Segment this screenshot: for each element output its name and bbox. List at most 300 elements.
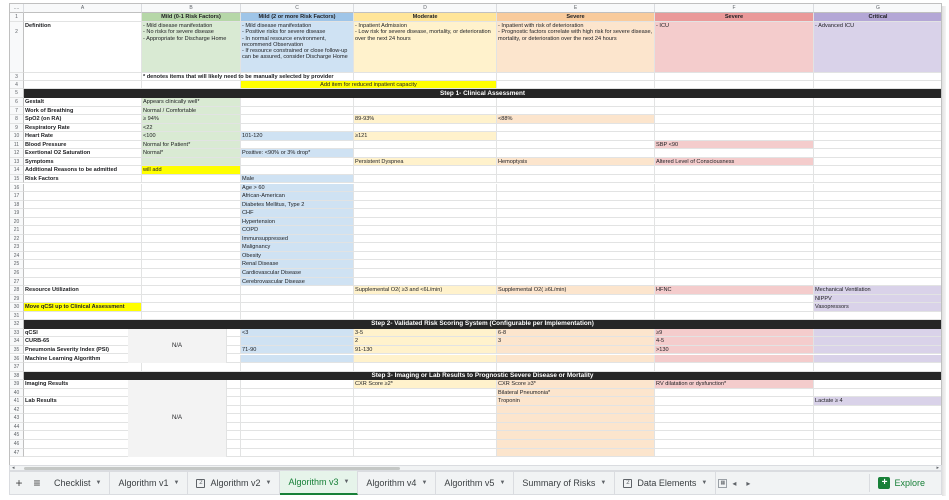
cell[interactable] xyxy=(814,278,942,287)
cell[interactable] xyxy=(814,260,942,269)
row-header[interactable]: 41 xyxy=(10,397,24,406)
score-label[interactable]: Pneumonia Severity Index (PSI) xyxy=(24,346,142,355)
row-header[interactable]: 22 xyxy=(10,235,24,244)
cell[interactable] xyxy=(814,243,942,252)
note-reduced-capacity[interactable]: Add item for reduced inpatient capacity xyxy=(241,81,497,89)
resource-label[interactable]: Resource Utilization xyxy=(24,286,142,295)
column-header-b[interactable]: B xyxy=(142,4,241,13)
step2-banner[interactable]: Step 2- Validated Risk Scoring System (Configurable per Implementation) xyxy=(24,320,941,329)
cell[interactable] xyxy=(24,423,142,432)
cell[interactable] xyxy=(241,286,354,295)
row-header[interactable]: 35 xyxy=(10,346,24,355)
tab-algorithm-v1[interactable] xyxy=(110,471,188,495)
cell[interactable] xyxy=(241,98,354,107)
cell[interactable] xyxy=(655,235,814,244)
resource-f[interactable]: HFNC xyxy=(655,286,814,295)
cell[interactable] xyxy=(497,252,655,261)
score-value-d[interactable]: 91-130 xyxy=(354,346,497,355)
row-header[interactable]: 26 xyxy=(10,269,24,278)
cell[interactable] xyxy=(497,295,655,304)
row-header[interactable]: 7 xyxy=(10,107,24,116)
column-header-a[interactable]: A xyxy=(24,4,142,13)
cell[interactable] xyxy=(814,346,942,355)
row-header[interactable]: 28 xyxy=(10,286,24,295)
cell[interactable] xyxy=(241,431,354,440)
cell[interactable] xyxy=(655,389,814,398)
explore-button[interactable] xyxy=(869,474,933,492)
scroll-right-icon[interactable]: ▸ xyxy=(936,465,939,471)
cell[interactable] xyxy=(814,423,942,432)
cell[interactable] xyxy=(24,295,142,304)
cell[interactable] xyxy=(655,303,814,312)
cell[interactable] xyxy=(655,107,814,116)
lab-g[interactable]: Lactate ≥ 4 xyxy=(814,397,942,406)
cell[interactable] xyxy=(814,440,942,449)
cell[interactable] xyxy=(142,252,241,261)
add-sheet-icon[interactable]: + xyxy=(15,476,23,490)
cell[interactable] xyxy=(354,243,497,252)
tab-scroll-left-icon[interactable]: ◂ xyxy=(732,478,737,488)
cell[interactable] xyxy=(354,397,497,406)
score-value-c[interactable]: <3 xyxy=(241,329,354,338)
resource-e[interactable]: Supplemental O2( ≥6L/min) xyxy=(497,286,655,295)
cell[interactable] xyxy=(814,218,942,227)
cell[interactable] xyxy=(354,295,497,304)
cell[interactable] xyxy=(241,414,354,423)
cell[interactable] xyxy=(354,141,497,150)
cell[interactable] xyxy=(655,209,814,218)
score-value-c[interactable] xyxy=(241,337,354,346)
imaging-e2[interactable]: Bilateral Pneumonia* xyxy=(497,389,655,398)
risk-factors-label[interactable]: Risk Factors xyxy=(24,175,142,184)
criteria-label[interactable]: Exertional O2 Saturation xyxy=(24,149,142,158)
scrollbar-thumb[interactable] xyxy=(24,467,400,470)
cell[interactable] xyxy=(142,235,241,244)
note-manual-selection[interactable]: * denotes items that will likely need to be manually selected by provider xyxy=(142,73,497,81)
cell[interactable] xyxy=(142,278,241,287)
chevron-down-icon[interactable]: ▼ xyxy=(421,480,428,486)
risk-factor-item[interactable]: African-American xyxy=(241,192,354,201)
cell[interactable] xyxy=(655,226,814,235)
cell[interactable] xyxy=(241,115,354,124)
tab-algorithm-v2[interactable] xyxy=(188,471,280,495)
cell[interactable] xyxy=(354,414,497,423)
cell[interactable] xyxy=(497,184,655,193)
cell[interactable] xyxy=(241,440,354,449)
cell[interactable] xyxy=(497,218,655,227)
cell[interactable] xyxy=(814,406,942,415)
cell[interactable] xyxy=(655,132,814,141)
cell[interactable] xyxy=(497,243,655,252)
tab-algorithm-v5[interactable] xyxy=(436,471,514,495)
cell[interactable] xyxy=(24,389,142,398)
cell[interactable] xyxy=(655,201,814,210)
criteria-label[interactable]: Symptoms xyxy=(24,158,142,167)
step3-na[interactable]: N/A xyxy=(128,380,227,457)
cell[interactable] xyxy=(241,389,354,398)
cell[interactable] xyxy=(655,252,814,261)
score-value-e[interactable] xyxy=(497,355,655,364)
cell[interactable] xyxy=(814,166,942,175)
cell[interactable] xyxy=(655,431,814,440)
cell[interactable] xyxy=(655,414,814,423)
cell[interactable] xyxy=(497,107,655,116)
cell[interactable] xyxy=(24,414,142,423)
cell[interactable] xyxy=(655,363,814,372)
row-header[interactable]: 13 xyxy=(10,158,24,167)
cell[interactable] xyxy=(497,449,655,458)
criteria-value-e[interactable]: <88% xyxy=(497,115,655,124)
row-header[interactable]: 39 xyxy=(10,380,24,389)
cell[interactable] xyxy=(241,312,354,321)
cell[interactable] xyxy=(241,141,354,150)
row-header[interactable]: 43 xyxy=(10,414,24,423)
cell[interactable] xyxy=(497,278,655,287)
imaging-e1[interactable]: CXR Score ≥3* xyxy=(497,380,655,389)
cell[interactable] xyxy=(241,124,354,133)
cell[interactable] xyxy=(814,209,942,218)
cell[interactable] xyxy=(24,184,142,193)
cell[interactable] xyxy=(497,303,655,312)
cell[interactable] xyxy=(24,252,142,261)
row-header[interactable]: 31 xyxy=(10,312,24,321)
cell[interactable] xyxy=(655,312,814,321)
cell[interactable] xyxy=(142,295,241,304)
imaging-f[interactable]: RV dilatation or dysfunction* xyxy=(655,380,814,389)
cell[interactable] xyxy=(814,414,942,423)
row-header[interactable]: 32 xyxy=(10,320,24,329)
cell[interactable] xyxy=(354,303,497,312)
criteria-value-c[interactable]: Positive: <90% or 3% drop* xyxy=(241,149,354,158)
cell[interactable] xyxy=(142,286,241,295)
cell[interactable] xyxy=(655,175,814,184)
cell[interactable] xyxy=(655,440,814,449)
criteria-label[interactable]: Respiratory Rate xyxy=(24,124,142,133)
cell[interactable] xyxy=(497,192,655,201)
cell[interactable] xyxy=(497,73,655,81)
cell[interactable] xyxy=(354,260,497,269)
cell[interactable] xyxy=(814,149,942,158)
tab-algorithm-v3[interactable] xyxy=(280,471,358,495)
resource-g1[interactable]: Mechanical Ventilation xyxy=(814,286,942,295)
cell[interactable] xyxy=(24,278,142,287)
cell[interactable] xyxy=(142,303,241,312)
cell[interactable] xyxy=(814,337,942,346)
risk-factor-item[interactable]: Immunsuppressed xyxy=(241,235,354,244)
cell[interactable] xyxy=(24,201,142,210)
cell[interactable] xyxy=(354,149,497,158)
cell[interactable] xyxy=(497,166,655,175)
cell[interactable] xyxy=(24,209,142,218)
row-header[interactable]: 33 xyxy=(10,329,24,338)
row-header[interactable]: 21 xyxy=(10,226,24,235)
cell[interactable] xyxy=(354,124,497,133)
cell[interactable] xyxy=(24,235,142,244)
score-value-f[interactable]: >130 xyxy=(655,346,814,355)
cell[interactable] xyxy=(655,166,814,175)
criteria-value-b[interactable]: Normal / Comfortable xyxy=(142,107,241,116)
resource-d[interactable]: Supplemental O2( ≥3 and <6L/min) xyxy=(354,286,497,295)
column-header-g[interactable]: G xyxy=(814,4,942,13)
row-header[interactable]: 3 xyxy=(10,73,24,81)
cell[interactable] xyxy=(497,431,655,440)
lab-label[interactable]: Lab Results xyxy=(24,397,142,406)
cell[interactable] xyxy=(24,312,142,321)
cell[interactable] xyxy=(142,312,241,321)
cell[interactable] xyxy=(354,209,497,218)
cell[interactable] xyxy=(354,269,497,278)
cell[interactable] xyxy=(354,406,497,415)
score-value-d[interactable]: 3-5 xyxy=(354,329,497,338)
cell[interactable] xyxy=(497,98,655,107)
cell[interactable] xyxy=(354,278,497,287)
cell[interactable] xyxy=(142,226,241,235)
criteria-label[interactable]: Additional Reasons to be admitted xyxy=(24,166,142,175)
cell[interactable] xyxy=(655,192,814,201)
criteria-value-d[interactable]: ≥121 xyxy=(354,132,497,141)
cell[interactable] xyxy=(814,192,942,201)
cell[interactable] xyxy=(497,406,655,415)
cell[interactable] xyxy=(241,363,354,372)
header-c[interactable]: Mild (2 or more Risk Factors) xyxy=(241,13,354,22)
row-header[interactable]: 1 xyxy=(10,13,24,22)
cell[interactable] xyxy=(655,449,814,458)
cell[interactable] xyxy=(497,132,655,141)
row-header[interactable]: 18 xyxy=(10,201,24,210)
criteria-label[interactable]: Work of Breathing xyxy=(24,107,142,116)
cell[interactable] xyxy=(497,226,655,235)
cell[interactable] xyxy=(142,175,241,184)
lab-item[interactable]: Troponin xyxy=(497,397,655,406)
row-header[interactable]: 38 xyxy=(10,372,24,381)
score-value-c[interactable] xyxy=(241,355,354,364)
cell[interactable] xyxy=(241,380,354,389)
cell[interactable] xyxy=(354,175,497,184)
cell[interactable] xyxy=(241,303,354,312)
risk-factor-item[interactable]: COPD xyxy=(241,226,354,235)
scroll-left-icon[interactable]: ◂ xyxy=(12,465,15,471)
cell[interactable] xyxy=(354,226,497,235)
header-d[interactable]: Moderate xyxy=(354,13,497,22)
column-header-d[interactable]: D xyxy=(354,4,497,13)
row-header[interactable]: 25 xyxy=(10,260,24,269)
cell[interactable] xyxy=(814,184,942,193)
row-header[interactable]: 27 xyxy=(10,278,24,287)
cell[interactable] xyxy=(814,269,942,278)
cell[interactable] xyxy=(497,269,655,278)
definition-label[interactable]: Definition xyxy=(24,22,142,73)
row-header[interactable]: 40 xyxy=(10,389,24,398)
step3-banner[interactable]: Step 3- Imaging or Lab Results to Prognostic Severe Disease or Mortality xyxy=(24,372,941,381)
cell[interactable] xyxy=(655,81,814,89)
risk-factor-item[interactable]: Cerebrovascular Disease xyxy=(241,278,354,287)
row-header[interactable]: 23 xyxy=(10,243,24,252)
header-f[interactable]: Severe xyxy=(655,13,814,22)
cell[interactable] xyxy=(814,175,942,184)
header-b[interactable]: Mild (0-1 Risk Factors) xyxy=(142,13,241,22)
cell[interactable] xyxy=(814,431,942,440)
cell[interactable] xyxy=(354,431,497,440)
row-header[interactable]: 29 xyxy=(10,295,24,304)
cell[interactable] xyxy=(497,209,655,218)
cell[interactable] xyxy=(142,209,241,218)
cell[interactable] xyxy=(497,440,655,449)
chevron-down-icon[interactable]: ▼ xyxy=(343,479,350,485)
risk-factor-item[interactable]: Diabetes Mellitus, Type 2 xyxy=(241,201,354,210)
risk-factor-item[interactable]: Age > 60 xyxy=(241,184,354,193)
cell[interactable] xyxy=(497,201,655,210)
cell[interactable] xyxy=(24,269,142,278)
criteria-value-e[interactable]: Hemoptysis xyxy=(497,158,655,167)
criteria-value-b[interactable]: Appears clinically well* xyxy=(142,98,241,107)
cell[interactable] xyxy=(655,124,814,133)
tab-more-icon[interactable]: ▦ xyxy=(718,479,727,488)
cell[interactable] xyxy=(24,243,142,252)
cell[interactable] xyxy=(24,13,142,22)
row-header[interactable]: 16 xyxy=(10,184,24,193)
resource-g2[interactable]: NIPPV xyxy=(814,295,942,304)
column-header-e[interactable]: E xyxy=(497,4,655,13)
row-header[interactable]: 14 xyxy=(10,166,24,175)
score-label[interactable]: CURB-65 xyxy=(24,337,142,346)
risk-factor-item[interactable]: Male xyxy=(241,175,354,184)
chevron-down-icon[interactable]: ▼ xyxy=(600,480,607,486)
row-header[interactable]: 10 xyxy=(10,132,24,141)
row-header[interactable]: 9 xyxy=(10,124,24,133)
cell[interactable] xyxy=(655,406,814,415)
cell[interactable] xyxy=(814,363,942,372)
criteria-value-b[interactable]: will add xyxy=(142,166,241,175)
criteria-label[interactable]: Blood Pressure xyxy=(24,141,142,150)
cell[interactable] xyxy=(24,406,142,415)
cell[interactable] xyxy=(814,158,942,167)
cell[interactable] xyxy=(142,269,241,278)
cell[interactable] xyxy=(241,449,354,458)
cell[interactable] xyxy=(241,423,354,432)
cell[interactable] xyxy=(814,115,942,124)
cell[interactable] xyxy=(142,81,241,89)
cell[interactable] xyxy=(655,397,814,406)
cell[interactable] xyxy=(24,431,142,440)
criteria-value-d[interactable]: Persistent Dyspnea xyxy=(354,158,497,167)
cell[interactable] xyxy=(241,406,354,415)
row-header[interactable]: 24 xyxy=(10,252,24,261)
criteria-label[interactable]: SpO2 (on RA) xyxy=(24,115,142,124)
cell[interactable] xyxy=(497,414,655,423)
score-label[interactable]: Machine Learning Algorithm xyxy=(24,355,142,364)
criteria-value-b[interactable]: Normal* xyxy=(142,149,241,158)
definition-g[interactable]: - Advanced ICU xyxy=(814,22,942,73)
cell[interactable] xyxy=(354,201,497,210)
row-header[interactable]: 19 xyxy=(10,209,24,218)
risk-factor-item[interactable]: Obesity xyxy=(241,252,354,261)
cell[interactable] xyxy=(655,260,814,269)
score-value-f[interactable]: ≥9 xyxy=(655,329,814,338)
cell[interactable] xyxy=(142,201,241,210)
cell[interactable] xyxy=(497,141,655,150)
cell[interactable] xyxy=(241,397,354,406)
cell[interactable] xyxy=(814,73,942,81)
cell[interactable] xyxy=(814,380,942,389)
cell[interactable] xyxy=(142,260,241,269)
criteria-value-b[interactable]: <22 xyxy=(142,124,241,133)
risk-factor-item[interactable]: CHF xyxy=(241,209,354,218)
cell[interactable] xyxy=(655,295,814,304)
step1-banner[interactable]: Step 1- Clinical Assessment xyxy=(24,89,941,98)
chevron-down-icon[interactable]: ▼ xyxy=(499,480,506,486)
cell[interactable] xyxy=(655,278,814,287)
definition-d[interactable]: - Inpatient Admission - Low risk for severe disease, mortality, or deterioration over the next 24 hours xyxy=(354,22,497,73)
criteria-value-c[interactable]: 101-120 xyxy=(241,132,354,141)
score-value-c[interactable]: 71-90 xyxy=(241,346,354,355)
step2-na[interactable]: N/A xyxy=(128,329,227,363)
cell[interactable] xyxy=(655,115,814,124)
cell[interactable] xyxy=(354,440,497,449)
criteria-value-f[interactable]: SBP <90 xyxy=(655,141,814,150)
cell[interactable] xyxy=(241,166,354,175)
cell[interactable] xyxy=(497,124,655,133)
sheet-grid[interactable] xyxy=(9,3,942,465)
cell[interactable] xyxy=(814,226,942,235)
cell[interactable] xyxy=(354,389,497,398)
imaging-d[interactable]: CXR Score ≥2* xyxy=(354,380,497,389)
score-value-d[interactable] xyxy=(354,355,497,364)
cell[interactable] xyxy=(814,107,942,116)
row-header[interactable]: 8 xyxy=(10,115,24,124)
score-value-e[interactable] xyxy=(497,346,655,355)
row-header[interactable]: 46 xyxy=(10,440,24,449)
cell[interactable] xyxy=(142,184,241,193)
criteria-label[interactable]: Gestalt xyxy=(24,98,142,107)
cell[interactable] xyxy=(354,192,497,201)
row-header[interactable]: 2 xyxy=(10,22,24,73)
tab-summary-of-risks[interactable] xyxy=(514,471,615,495)
cell[interactable] xyxy=(24,260,142,269)
imaging-label[interactable]: Imaging Results xyxy=(24,380,142,389)
cell[interactable] xyxy=(241,107,354,116)
score-value-e[interactable]: 3 xyxy=(497,337,655,346)
cell[interactable] xyxy=(24,363,142,372)
cell[interactable] xyxy=(655,243,814,252)
cell[interactable] xyxy=(24,226,142,235)
cell[interactable] xyxy=(497,260,655,269)
row-header[interactable]: 11 xyxy=(10,141,24,150)
cell[interactable] xyxy=(814,235,942,244)
tab-algorithm-v4[interactable] xyxy=(358,471,436,495)
criteria-value-b[interactable]: <100 xyxy=(142,132,241,141)
row-header[interactable]: 36 xyxy=(10,355,24,364)
row-header[interactable]: 6 xyxy=(10,98,24,107)
header-e[interactable]: Severe xyxy=(497,13,655,22)
criteria-label[interactable]: Heart Rate xyxy=(24,132,142,141)
cell[interactable] xyxy=(814,449,942,458)
row-header[interactable]: 17 xyxy=(10,192,24,201)
tab-scroll-right-icon[interactable]: ▸ xyxy=(746,478,751,488)
row-header[interactable]: 44 xyxy=(10,423,24,432)
cell[interactable] xyxy=(497,312,655,321)
row-header[interactable]: 15 xyxy=(10,175,24,184)
risk-factor-item[interactable]: Malignancy xyxy=(241,243,354,252)
cell[interactable] xyxy=(354,107,497,116)
cell[interactable] xyxy=(497,149,655,158)
cell[interactable] xyxy=(354,252,497,261)
cell[interactable] xyxy=(142,158,241,167)
column-header-f[interactable]: F xyxy=(655,4,814,13)
cell[interactable] xyxy=(354,449,497,458)
cell[interactable] xyxy=(354,235,497,244)
cell[interactable] xyxy=(814,98,942,107)
score-value-e[interactable]: 6-8 xyxy=(497,329,655,338)
